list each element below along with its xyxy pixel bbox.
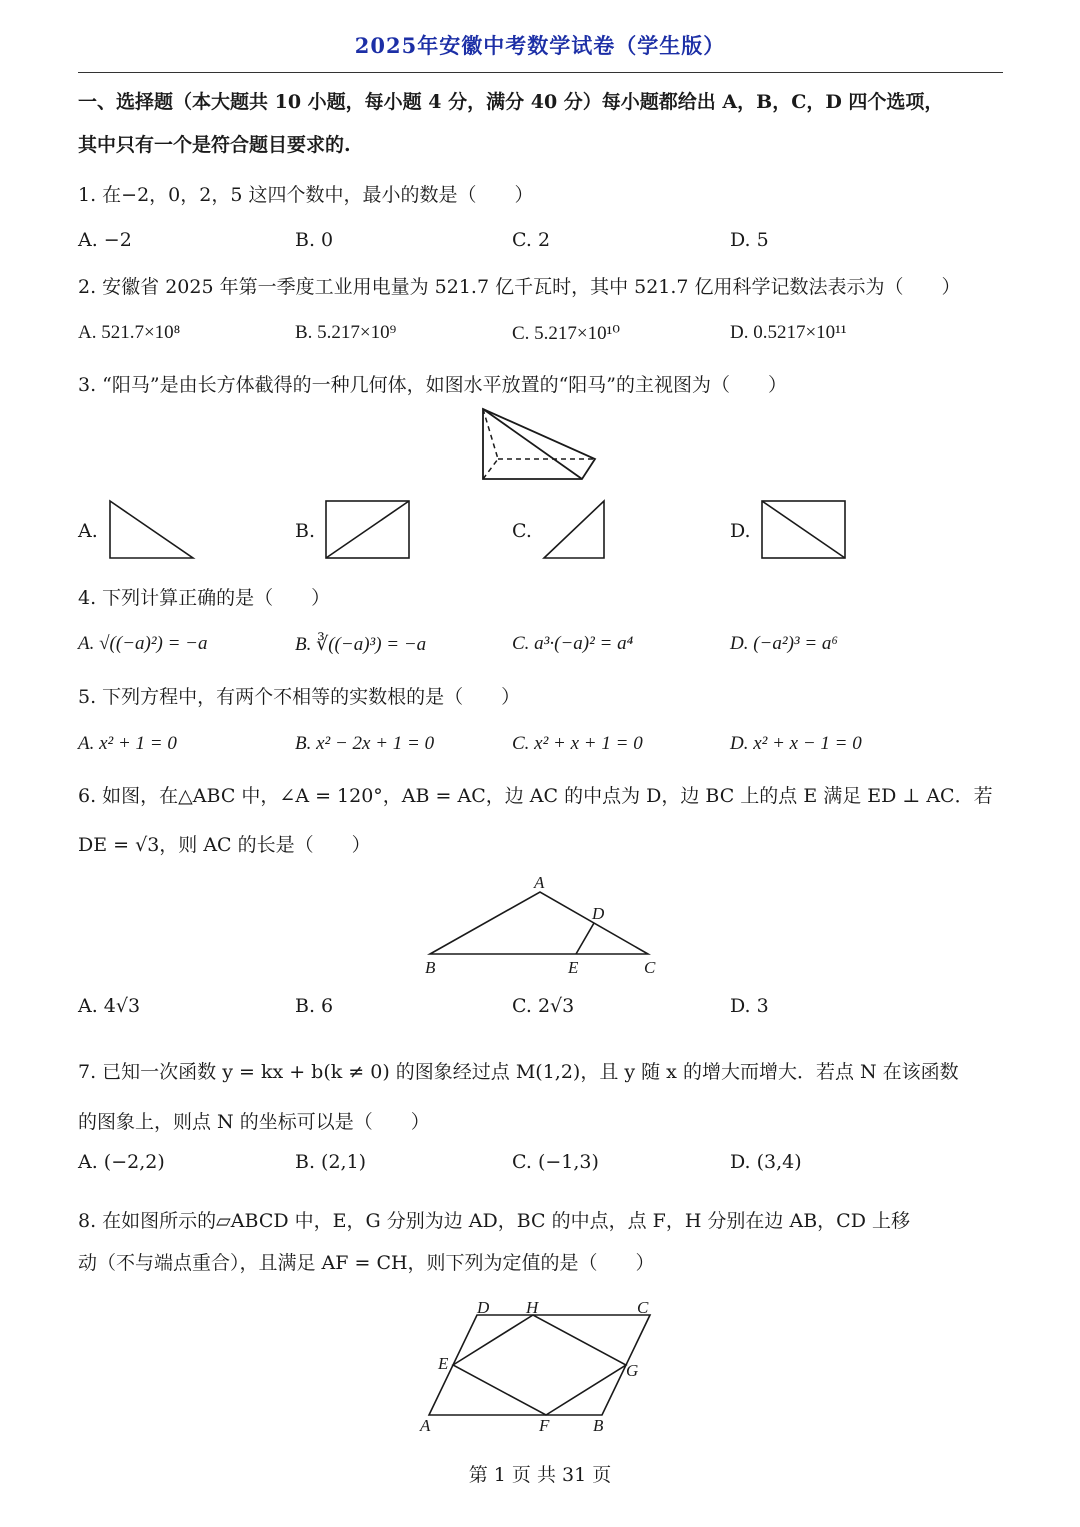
- question-3-stem: 3. “阳马”是由长方体截得的一种几何体，如图水平放置的“阳马”的主视图为（ ）: [78, 374, 788, 396]
- q3-option-a-figure: [108, 499, 198, 561]
- q2-option-b: B. 5.217×10⁹: [295, 322, 397, 343]
- yangma-hidden-edge-2: [483, 459, 498, 479]
- question-5-stem: 5. 下列方程中，有两个不相等的实数根的是（ ）: [78, 686, 521, 708]
- q3-option-d: D.: [730, 520, 751, 542]
- label-C: C: [637, 1298, 649, 1317]
- q6-triangle-figure: [420, 872, 670, 982]
- label-H: H: [526, 1298, 539, 1317]
- q6-option-a: A. 4√3: [78, 995, 141, 1017]
- q1-option-b: B. 0: [295, 229, 334, 251]
- label-F: F: [539, 1416, 550, 1435]
- q3-yangma-figure: [470, 405, 610, 485]
- q6-option-c: C. 2√3: [512, 995, 575, 1017]
- q1-option-c: C. 2: [512, 229, 551, 251]
- q4-option-b: B. ∛((−a)³) = −a: [295, 634, 427, 655]
- q3-option-d-figure: [760, 499, 850, 561]
- question-6-stem-line2: DE = √3，则 AC 的长是（ ）: [78, 834, 371, 856]
- q1-option-d: D. 5: [730, 229, 769, 251]
- q5-option-a: A. x² + 1 = 0: [78, 733, 177, 754]
- q2-option-c: C. 5.217×10¹⁰: [512, 323, 620, 344]
- label-A: A: [420, 1416, 431, 1435]
- question-6-stem: 6. 如图，在△ABC 中，∠A = 120°，AB = AC，边 AC 的中点为 D，边 BC 上的点 E 满足 ED ⊥ AC．若: [78, 785, 993, 807]
- question-2-stem: 2. 安徽省 2025 年第一季度工业用电量为 521.7 亿千瓦时，其中 521.7 亿用科学记数法表示为（ ）: [78, 276, 961, 298]
- label-C: C: [644, 958, 656, 977]
- page-footer: 第 1 页 共 31 页: [468, 1464, 612, 1486]
- label-E: E: [438, 1354, 449, 1373]
- label-G: G: [626, 1361, 639, 1380]
- q3-option-b: B.: [295, 520, 316, 542]
- label-E: E: [568, 958, 579, 977]
- label-B: B: [593, 1416, 604, 1435]
- q2-option-a: A. 521.7×10⁸: [78, 322, 181, 343]
- q4-option-a: A. √((−a)²) = −a: [78, 633, 208, 654]
- label-B: B: [425, 958, 436, 977]
- title-divider: [78, 72, 1003, 73]
- q6-option-b: B. 6: [295, 995, 334, 1017]
- yangma-outline: [483, 409, 595, 479]
- question-1-stem: 1. 在−2，0，2，5 这四个数中，最小的数是（ ）: [78, 184, 534, 206]
- q3-option-c: C.: [512, 520, 532, 542]
- question-8-stem: 8. 在如图所示的▱ABCD 中，E，G 分别为边 AD，BC 的中点，点 F，H 分别在边 AB，CD 上移: [78, 1210, 910, 1232]
- q5-option-d: D. x² + x − 1 = 0: [730, 733, 862, 754]
- q4-option-c: C. a³·(−a)² = a⁴: [512, 633, 634, 654]
- question-4-stem: 4. 下列计算正确的是（ ）: [78, 587, 331, 609]
- question-7-stem-line2: 的图象上，则点 N 的坐标可以是（ ）: [78, 1111, 430, 1133]
- q4-option-d: D. (−a²)³ = a⁶: [730, 633, 839, 654]
- q3-option-b-figure: [324, 499, 414, 561]
- yangma-edge: [483, 409, 582, 479]
- q3-option-c-figure: [542, 499, 608, 561]
- q7-option-b: B. (2,1): [295, 1151, 367, 1173]
- q7-option-d: D. (3,4): [730, 1151, 802, 1173]
- label-D: D: [477, 1298, 490, 1317]
- q5-option-c: C. x² + x + 1 = 0: [512, 733, 643, 754]
- q2-option-d: D. 0.5217×10¹¹: [730, 322, 847, 343]
- q3-option-a: A.: [78, 520, 98, 542]
- question-7-stem: 7. 已知一次函数 y = kx + b(k ≠ 0) 的图象经过点 M(1,2)，且 y 随 x 的增大而增大．若点 N 在该函数: [78, 1061, 959, 1083]
- section-heading-line1: 一、选择题（本大题共 10 小题，每小题 4 分，满分 40 分）每小题都给出 A，B，C，D 四个选项，: [78, 91, 944, 113]
- q5-option-b: B. x² − 2x + 1 = 0: [295, 733, 435, 754]
- label-D: D: [592, 904, 605, 923]
- q8-parallelogram-figure: [415, 1295, 665, 1440]
- q7-option-a: A. (−2,2): [78, 1151, 165, 1173]
- q6-option-d: D. 3: [730, 995, 769, 1017]
- q1-option-a: A. −2: [78, 229, 132, 251]
- yangma-hidden-edge-1: [483, 409, 498, 459]
- section-heading-line2: 其中只有一个是符合题目要求的.: [78, 134, 351, 156]
- q7-option-c: C. (−1,3): [512, 1151, 599, 1173]
- page-title: 2025年安徽中考数学试卷（学生版）: [354, 33, 726, 58]
- question-8-stem-line2: 动（不与端点重合），且满足 AF = CH，则下列为定值的是（ ）: [78, 1252, 655, 1274]
- label-A: A: [534, 873, 545, 892]
